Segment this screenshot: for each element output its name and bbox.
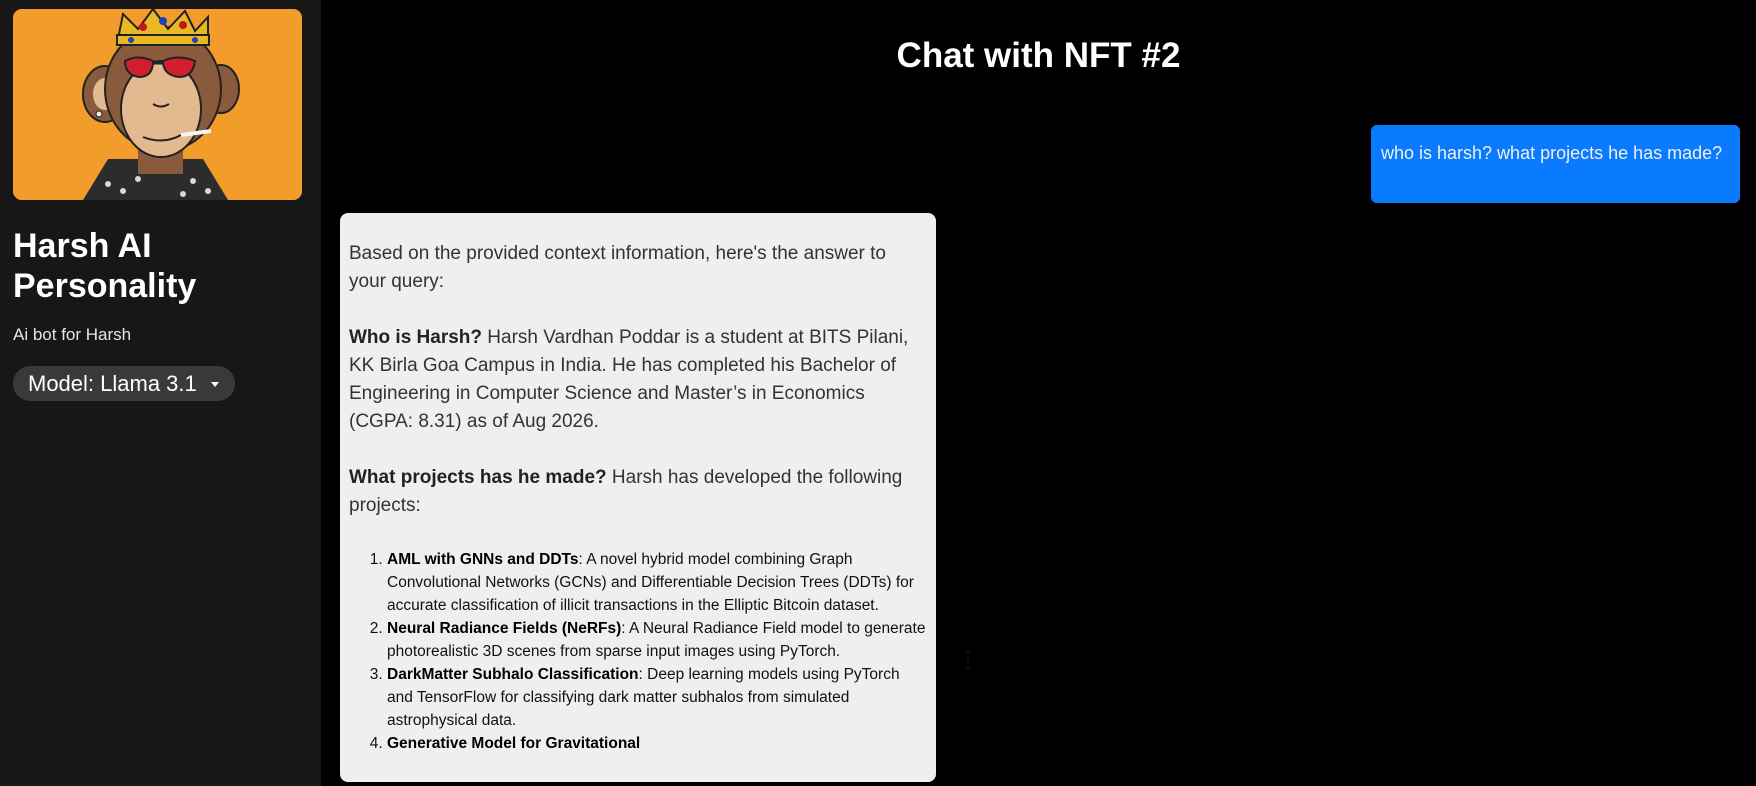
project-name: DarkMatter Subhalo Classification — [387, 666, 639, 683]
bot-answer-projects-label: What projects has he made? — [349, 467, 607, 488]
bot-subtitle: Ai bot for Harsh — [13, 325, 132, 344]
list-item — [387, 617, 927, 663]
user-message-bubble — [1371, 125, 1740, 203]
page-title: Chat with NFT #2 — [896, 36, 1181, 75]
bot-answer-who-label: Who is Harsh? — [349, 327, 483, 348]
chevron-down-icon — [211, 382, 219, 387]
projects-list — [349, 548, 927, 755]
bot-answer-projects-text: Harsh has developed the following projects: — [349, 467, 903, 516]
project-desc: : Deep learning models using PyTorch and TensorFlow for classifying dark matter subhalos from simulated astrophysical data. — [387, 666, 900, 729]
bot-answer-who — [349, 324, 927, 436]
bot-message-bubble — [340, 213, 936, 782]
list-item — [387, 732, 927, 755]
project-desc: : A novel hybrid model combining Graph Convolutional Networks (GCNs) and Differentiable Decision Trees (DDTs) for accurate classification of illicit transactions in the Elliptic Bitcoin dataset. — [387, 551, 914, 614]
project-desc: : A Neural Radiance Field model to generate photorealistic 3D scenes from sparse input images using PyTorch. — [387, 620, 926, 660]
chat-main — [321, 0, 1756, 786]
model-select[interactable] — [13, 366, 235, 401]
bot-answer-projects — [349, 464, 927, 520]
list-item — [387, 548, 927, 617]
project-name: Neural Radiance Fields (NeRFs) — [387, 620, 622, 637]
list-item — [387, 663, 927, 732]
bot-answer-who-text: Harsh Vardhan Poddar is a student at BITS Pilani, KK Birla Goa Campus in India. He has completed his Bachelor of Engineering in Computer Science and Master’s in Economics (CGPA: 8.31) as of Aug 2026. — [349, 327, 909, 432]
avatar — [13, 9, 302, 200]
sidebar — [0, 0, 321, 786]
text-cursor-icon — [963, 651, 973, 669]
project-name: AML with GNNs and DDTs — [387, 551, 579, 568]
project-name: Generative Model for Gravitational — [387, 735, 641, 752]
user-message-text: who is harsh? what projects he has made? — [1381, 143, 1723, 163]
model-select-label: Model: Llama 3.1 — [28, 370, 197, 396]
bot-title: Harsh AI Personality — [13, 227, 197, 305]
nft-avatar-icon — [13, 9, 302, 200]
bot-intro: Based on the provided context information, here's the answer to your query: — [349, 243, 887, 292]
